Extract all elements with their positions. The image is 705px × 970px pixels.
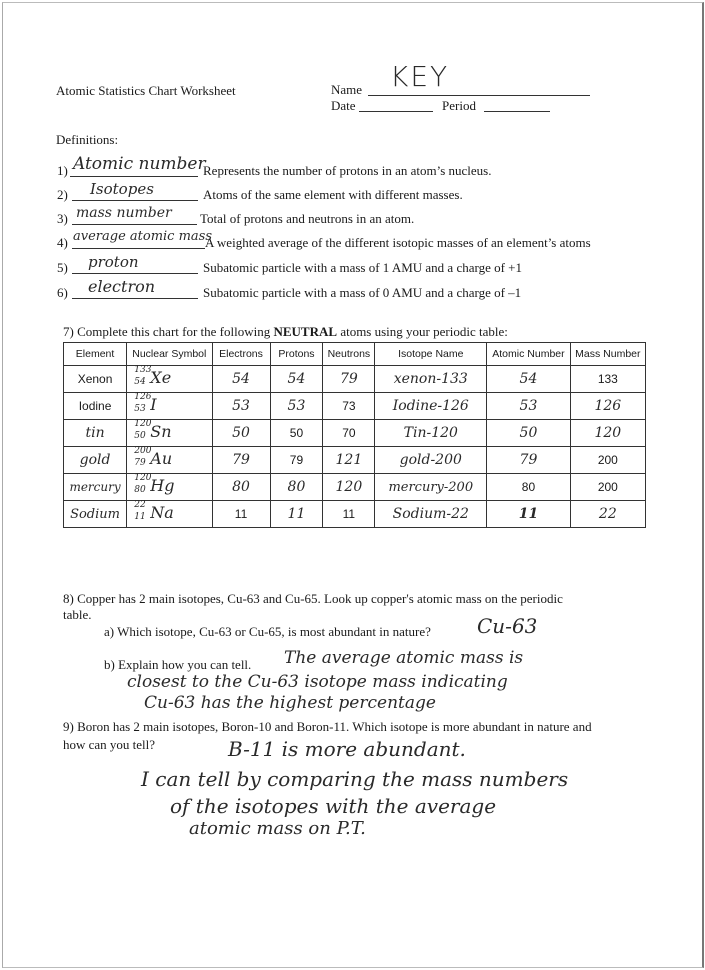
mass-sup: 22 (134, 500, 146, 510)
table-header-row (64, 343, 646, 366)
cell-nuclear-symbol[interactable] (127, 393, 212, 420)
cell-element: Iodine (64, 393, 127, 420)
symbol: Au (150, 449, 173, 468)
cell-mass-number: 200 (570, 474, 645, 501)
cell-electrons[interactable]: 50 (212, 420, 270, 447)
def-2-num: 2) (57, 187, 68, 202)
definitions-heading: Definitions: (56, 132, 119, 147)
symbol: Sn (150, 422, 172, 441)
cell-neutrons[interactable]: 121 (323, 447, 375, 474)
def-2-answer[interactable]: Isotopes (90, 180, 154, 198)
cell-element[interactable]: tin (64, 420, 127, 447)
cell-isotope-name[interactable]: Iodine-126 (375, 393, 487, 420)
col-header: Atomic Number (487, 343, 570, 366)
cell-electrons: 11 (212, 501, 270, 528)
q9-answer-line-1[interactable]: B-11 is more abundant. (228, 737, 466, 761)
mass-sup: 120 (134, 473, 152, 483)
symbol: I (150, 395, 157, 414)
atomic-sub: 79 (134, 458, 146, 468)
cell-electrons[interactable]: 80 (212, 474, 270, 501)
q8b-answer-line-1[interactable]: The average atomic mass is (284, 648, 524, 668)
q8b-answer-line-3[interactable]: Cu-63 has the highest percentage (144, 693, 436, 713)
chart-instruction-bold: NEUTRAL (273, 324, 338, 339)
cell-electrons[interactable]: 53 (212, 393, 270, 420)
def-3-line (72, 224, 197, 225)
cell-atomic-number: 80 (487, 474, 570, 501)
cell-atomic-number[interactable]: 50 (487, 420, 570, 447)
cell-isotope-name[interactable]: Sodium-22 (375, 501, 487, 528)
symbol: Na (150, 503, 174, 522)
def-6-num: 6) (57, 285, 68, 300)
cell-mass-number[interactable]: 120 (570, 420, 645, 447)
cell-protons[interactable]: 11 (270, 501, 323, 528)
cell-isotope-name[interactable]: xenon-133 (375, 366, 487, 393)
cell-nuclear-symbol[interactable] (127, 366, 212, 393)
cell-atomic-number[interactable]: 79 (487, 447, 570, 474)
cell-mass-number: 133 (570, 366, 645, 393)
chart-instruction (63, 324, 508, 340)
period-line[interactable] (484, 111, 550, 112)
atomic-chart-table (63, 342, 646, 528)
cell-isotope-name[interactable]: mercury-200 (375, 474, 487, 501)
mass-sup: 120 (134, 419, 152, 429)
q9-answer-line-3[interactable]: of the isotopes with the average (170, 794, 497, 818)
cell-nuclear-symbol[interactable] (127, 447, 212, 474)
q9-answer-line-4[interactable]: atomic mass on P.T. (189, 818, 366, 839)
cell-nuclear-symbol[interactable] (127, 501, 212, 528)
cell-protons: 50 (270, 420, 323, 447)
cell-neutrons: 70 (323, 420, 375, 447)
mass-sup: 126 (134, 392, 152, 402)
cell-mass-number[interactable]: 22 (570, 501, 645, 528)
cell-atomic-number[interactable]: 53 (487, 393, 570, 420)
atomic-sub: 11 (134, 512, 146, 522)
def-5-line (72, 273, 198, 274)
q8a-question: a) Which isotope, Cu-63 or Cu-65, is most abundant in nature? (104, 624, 431, 639)
q8b-answer-line-2[interactable]: closest to the Cu-63 isotope mass indicating (127, 672, 508, 692)
chart-instruction-prefix: 7) Complete this chart for the following (63, 324, 274, 339)
def-1-answer[interactable]: Atomic number (73, 154, 206, 174)
worksheet-title: Atomic Statistics Chart Worksheet (56, 83, 236, 98)
cell-protons: 79 (270, 447, 323, 474)
col-header: Protons (270, 343, 323, 366)
def-2-line (72, 200, 198, 201)
table-row (64, 393, 646, 420)
date-label: Date (331, 98, 356, 113)
def-5-text: Subatomic particle with a mass of 1 AMU and a charge of +1 (203, 260, 523, 275)
name-label: Name (331, 82, 363, 97)
q8b-question: b) Explain how you can tell. (104, 657, 252, 672)
cell-neutrons: 73 (323, 393, 375, 420)
def-4-answer[interactable]: average atomic mass (73, 229, 213, 244)
symbol: Hg (150, 476, 175, 495)
q9-answer-line-2[interactable]: I can tell by comparing the mass numbers (141, 767, 569, 791)
cell-neutrons[interactable]: 120 (323, 474, 375, 501)
def-3-answer[interactable]: mass number (76, 205, 172, 221)
cell-atomic-number[interactable]: 54 (487, 366, 570, 393)
def-6-line (72, 298, 198, 299)
date-line[interactable] (359, 111, 433, 112)
col-header: Mass Number (570, 343, 645, 366)
col-header: Neutrons (323, 343, 375, 366)
cell-electrons[interactable]: 54 (212, 366, 270, 393)
cell-element[interactable]: Sodium (64, 501, 127, 528)
def-6-answer[interactable]: electron (88, 277, 156, 296)
def-4-text: A weighted average of the different isotopic masses of an element’s atoms (205, 235, 591, 250)
col-header: Electrons (212, 343, 270, 366)
cell-element[interactable]: mercury (64, 474, 127, 501)
q8-prompt-2: table. (63, 607, 92, 622)
period-label: Period (442, 98, 476, 113)
cell-protons[interactable]: 53 (270, 393, 323, 420)
symbol: Xe (150, 368, 172, 387)
cell-element[interactable]: gold (64, 447, 127, 474)
q9-prompt: 9) Boron has 2 main isotopes, Boron-10 and Boron-11. Which isotope is more abundant in nature and (63, 719, 592, 734)
def-1-text: Represents the number of protons in an atom’s nucleus. (203, 163, 492, 178)
name-value[interactable]: KEY (390, 60, 450, 93)
cell-nuclear-symbol[interactable] (127, 420, 212, 447)
def-5-num: 5) (57, 260, 68, 275)
def-6-text: Subatomic particle with a mass of 0 AMU and a charge of –1 (203, 285, 522, 300)
cell-electrons[interactable]: 79 (212, 447, 270, 474)
cell-isotope-name[interactable]: Tin-120 (375, 420, 487, 447)
table-row (64, 447, 646, 474)
col-header: Nuclear Symbol (127, 343, 212, 366)
col-header: Element (64, 343, 127, 366)
atomic-sub: 80 (134, 485, 146, 495)
table-row (64, 474, 646, 501)
chart-instruction-suffix: atoms using your periodic table: (337, 324, 508, 339)
def-4-num: 4) (57, 235, 68, 250)
atomic-sub: 53 (134, 404, 146, 414)
cell-protons[interactable]: 80 (270, 474, 323, 501)
def-1-num: 1) (57, 163, 68, 178)
table-row (64, 420, 646, 447)
def-4-line (72, 248, 205, 249)
q9-prompt-2: how can you tell? (63, 737, 156, 752)
col-header: Isotope Name (375, 343, 487, 366)
mass-sup: 133 (134, 365, 152, 375)
def-3-num: 3) (57, 211, 68, 226)
def-5-answer[interactable]: proton (88, 253, 139, 271)
cell-isotope-name[interactable]: gold-200 (375, 447, 487, 474)
cell-mass-number: 200 (570, 447, 645, 474)
cell-atomic-number[interactable]: 11 (487, 501, 570, 528)
table-row (64, 501, 646, 528)
q8-prompt: 8) Copper has 2 main isotopes, Cu-63 and Cu-65. Look up copper's atomic mass on the periodic (63, 591, 563, 606)
def-1-line (70, 176, 198, 177)
cell-neutrons[interactable]: 79 (323, 366, 375, 393)
atomic-sub: 50 (134, 431, 146, 441)
def-2-text: Atoms of the same element with different masses. (203, 187, 463, 202)
q8a-answer[interactable]: Cu-63 (477, 614, 538, 638)
cell-neutrons: 11 (323, 501, 375, 528)
atomic-sub: 54 (134, 377, 146, 387)
mass-sup: 200 (134, 446, 152, 456)
table-row (64, 366, 646, 393)
cell-mass-number[interactable]: 126 (570, 393, 645, 420)
cell-nuclear-symbol[interactable] (127, 474, 212, 501)
cell-protons[interactable]: 54 (270, 366, 323, 393)
cell-element: Xenon (64, 366, 127, 393)
def-3-text: Total of protons and neutrons in an atom. (200, 211, 415, 226)
name-line (368, 95, 590, 96)
